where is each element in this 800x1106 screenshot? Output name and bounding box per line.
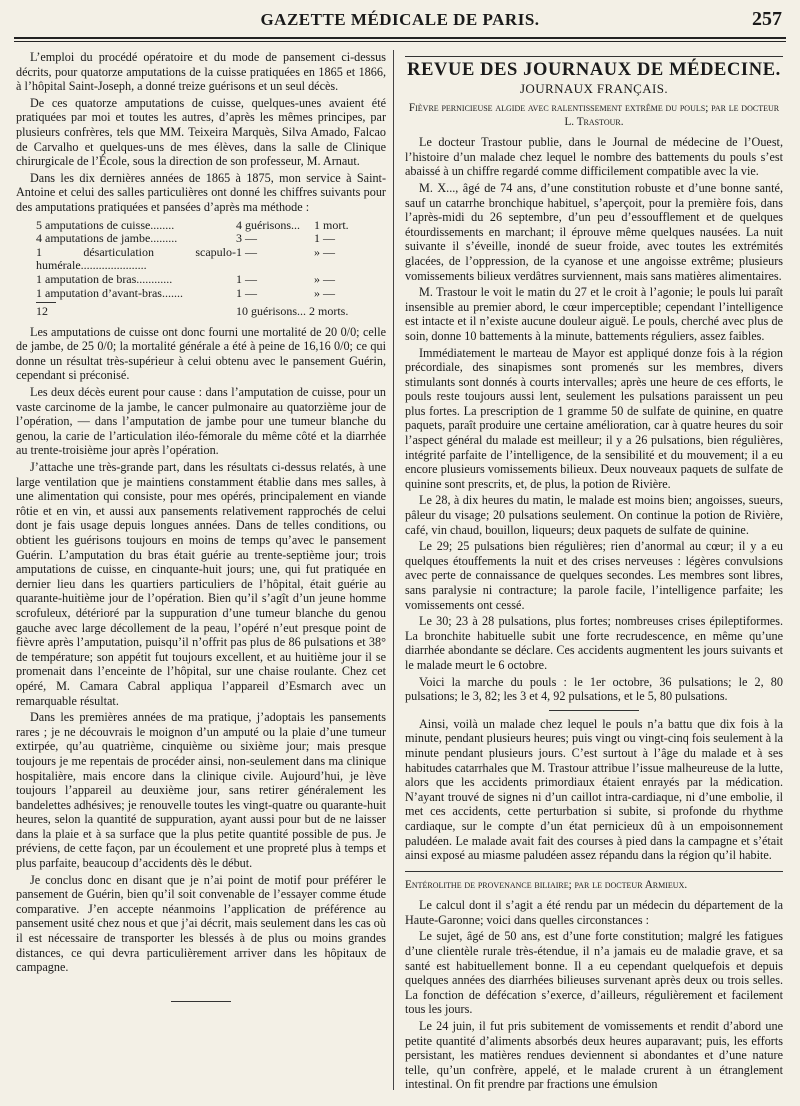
paragraph: L’emploi du procédé opératoire et du mode de pansement ci-dessus décrits, pour quatorze amputations de la cuisse pratiquées en 1865 et 1866, à l’hôpital Saint-Joseph, a donné treize guérisons et un seul décès.	[16, 50, 386, 94]
stats-label: 1 amputation de bras............	[36, 271, 173, 286]
article-heading: Fièvre pernicieuse algide avec ralentissement extrême du pouls; par le docteur L. Trastour.	[408, 102, 780, 128]
journal-title: GAZETTE MÉDICALE DE PARIS.	[260, 10, 540, 29]
amputation-stats-table	[36, 219, 386, 319]
stats-total-rule	[36, 302, 56, 303]
article-end-rule	[171, 1001, 231, 1002]
page-number: 257	[752, 8, 782, 30]
stats-dead: 1 —	[314, 231, 335, 246]
right-column	[405, 50, 783, 1094]
stats-cured: 1 —	[236, 244, 257, 259]
section-subtitle: JOURNAUX FRANÇAIS.	[519, 80, 669, 96]
article-heading: Entérolithe de provenance biliaire; par le docteur Armieux.	[405, 871, 783, 893]
paragraph: J’attache une très-grande part, dans les résultats ci-dessus relatés, à une large ventilation que je maintiens constamment établie dans mes salles, à une alimentation qui consiste, pour mes opérés, principalement en viande rôtie et en vin, et aussi aux pansements relativement rapprochés de celui dont je fais usage depuis longues années. Dans de telles conditions, ou obtient les guérisons toujours en moins de temps qu’avec le pansement Guérin. L’amputation du bras était guérie au trente-septième jour; trois amputations de cuisse, en cinquante-huit jours; une, qui fut pratiquée en dernier lieu dans les quartiers particuliers de l’hôpital, était guérie au quarante-huitième jour de l’opération. Bien qu’il s’agît d’un jeune homme scrofuleux, détérioré par la suppuration d’une tumeur blanche du genou gauche avec large décollement de la peau, l’opéré n’eut presque point de fièvre après l’amputation, puisqu’il n’offrit pas plus de 86 pulsations et 38° de température; son appétit fut toujours excellent, et au huitième jour il se promenait dans l’enceinte de l’hôpital, sur une chaise roulante. Chez cet opéré, M. Camara Cabral appliqua l’appareil d’Esmarch avec un remarquable résultat.	[16, 460, 386, 708]
stats-cured: 1 —	[236, 285, 257, 300]
stats-dead: » —	[314, 285, 335, 300]
header-rule-thin	[14, 41, 786, 42]
stats-cured: 4 guérisons...	[236, 217, 300, 232]
stats-cured: 1 —	[236, 271, 257, 286]
stats-cured: 3 —	[236, 231, 257, 246]
paragraph: Les amputations de cuisse ont donc fourni une mortalité de 20 0/0; celle de jambe, de 25 0/0; la mortalité générale a été à peine de 16,16 0/0; ce qui donne un résultat très-supérieur à celui obtenu avec le pansement Guérin, cependant si préconisé.	[16, 324, 386, 383]
stats-row	[36, 232, 386, 246]
page-header	[14, 8, 786, 34]
paragraph: Dans les premières années de ma pratique, j’adoptais les pansements rares ; je ne découvrais le moignon d’un amputé ou la plaie d’une tumeur extirpée, qu’au quatrième, cinquième ou sixième jour; mais presque toujours je me repentais de procéder ainsi, non-seulement dans ma clinique hospitalière, mais encore dans la clinique civile. Aujourd’hui, je lève toujours l’appareil au deuxième jour, sans retirer généralement les bandelettes adhésives; je renouvelle toutes les vingt-quatre ou quarante-huit heures, selon la quantité de suppuration, ayant aussi pour but de ne laisser dans la plaie et à sa surface que la plus petite quantité possible de pus. Je préviens, de cette façon, par un écoulement et une propreté plus à temps et plus parfaite, beaucoup d’accidents dès le début.	[16, 710, 386, 871]
column-divider	[393, 50, 394, 1090]
stats-total-count: 12	[36, 304, 48, 319]
stats-label: 1 amputation d’avant-bras.......	[36, 285, 183, 300]
paragraph: M. Trastour le voit le matin du 27 et le croit à l’agonie; le pouls lui paraît insensible au premier abord, le cœur imperceptible; cependant l’intelligence est intacte et il n’existe aucune douleur aiguë. Le pouls, cherché avec plus de soin, donne 10 battements à la minute, battements réguliers, assez faibles.	[405, 285, 783, 343]
paragraph: Ainsi, voilà un malade chez lequel le pouls n’a battu que dix fois à la minute, pendant plusieurs heures; puis vingt ou vingt-cinq fois seulement à la minute pendant plusieurs jours. C’est surtout à l’âge du malade et à ses habitudes catarrhales que M. Trastour attribue l’issue malheureuse de la lutte, alors que les accidents primordiaux étaient enrayés par la médication. N’ayant trouvé de signes ni d’un caillot intra-cardiaque, ni d’une embolie, il met ces accidents, cette perturbation si subite, si profonde du rhythme cardiaque, sur le compte d’un état pernicieux dû à un empoisonnement paludéen. Le malade avait fait des courses à pied dans la campagne et s’était ainsi exposé au miasme paludéen assez répandu dans la région qu’il habite.	[405, 716, 783, 863]
paragraph: Immédiatement le marteau de Mayor est appliqué donze fois à la région précordiale, des sinapismes sont promenés sur les membres, divers stimulants sont donnés à courts intervalles; après une heure de ces efforts, le pouls reste toujours aussi lent, seulement les pulsations paraissent un peu plus fortes. La prescription de 1 gramme 50 de sulfate de quinine, en quatre paquets, paraît produire une certaine amélioration, car à quatre heures du soir l’aspect général du malade est meilleur; il y a 26 pulsations, bien régulières, intégrité parfaite de l’intelligence, de la sensibilité et du mouvement; il a eu encore plusieurs vomissements bilieux. Deux nouveaux paquets de sulfate de quinine sont prescrits, et, de plus, la potion de Rivière.	[405, 345, 783, 491]
paragraph: Le docteur Trastour publie, dans le Journal de médecine de l’Ouest, l’histoire d’un malade chez lequel le nombre des battements du pouls s’est abaissé à un chiffre regardé comme difficilement compatible avec la vie.	[405, 135, 783, 179]
paragraph: M. X..., âgé de 74 ans, d’une constitution robuste et d’une bonne santé, sauf un catarrhe bronchique habituel, s’aperçoit, pour la première fois, dans l’après-midi du 26 septembre, d’un peu d’essoufflement et de quelques étourdissements en marchant; il éprouve même quelques nausées. La nuit suivante il s’éveille, inondé de sueur froide, avec toutes les extrémités glacées, de l’oppression, de la cyanose et une angoisse extrême; plusieurs vomissements bilieux verdâtres surviennent, mais sans matières alimentaires.	[405, 180, 783, 283]
stats-row	[36, 287, 386, 301]
stats-label: 1 désarticulation scapulo-humérale......................	[36, 244, 236, 273]
paragraph: De ces quatorze amputations de cuisse, quelques-unes avaient été pratiquées par moi et toutes les autres, d’après les mêmes principes, par plusieurs confrères, tels que MM. Teixeira Marquès, Silva Amado, Falcao de Carvalho et quelques-uns de mes élèves, dans la salle de Clinique chirurgicale de l’École, sous la direction de son professeur, M. Arnaut.	[16, 95, 386, 169]
paragraph: Le 24 juin, il fut pris subitement de vomissements et rendit d’abord une petite quantité d’aliments absorbés deux heures auparavant; puis, les efforts persistant, les matières rendues deviennent si abondantes et d’une nature telle, qu’un confrère, appelé, et le malade crurent à un étranglement intestinal. On fit prendre par fractions une émulsion	[405, 1019, 783, 1092]
paragraph: Le 28, à dix heures du matin, le malade est moins bien; angoisses, sueurs, pâleur du visage; 20 pulsations seulement. On continue la potion de Rivière, café, vin chaud, bouillon, liqueurs; deux paquets de sulfate de quinine.	[405, 493, 783, 537]
stats-total-row	[36, 305, 386, 319]
stats-row	[36, 273, 386, 287]
stats-label: 4 amputations de jambe.........	[36, 231, 178, 246]
stats-row	[36, 246, 386, 273]
paragraph: Voici la marche du pouls : le 1er octobre, 36 pulsations; le 2, 80 pulsations; le 3, 82; les 3 et 4, 92 pulsations, et le 5, 80 pulsations.	[405, 674, 783, 704]
stats-dead: 1 mort.	[314, 217, 349, 232]
section-rule	[549, 710, 639, 711]
paragraph: Le calcul dont il s’agit a été rendu par un médecin du département de la Haute-Garonne; voici dans quelles circonstances :	[405, 898, 783, 927]
paragraph: Je conclus donc en disant que je n’ai point de motif pour préférer le pansement de Guérin, bien qu’il soit convenable de l’essayer comme étude comparative. J’en accepte néanmoins l’application de préférence au pansement usité chez nous et que j’ai décrit, mais seulement dans les cas où il est nécessaire de transporter les blessés à de plus ou moins grandes distances, ce qui devra particulièrement arriver dans les hôpitaux de campagne.	[16, 872, 386, 975]
section-title: REVUE DES JOURNAUX DE MÉDECINE.	[405, 56, 783, 78]
paragraph: Dans les dix dernières années de 1865 à 1875, mon service à Saint-Antoine et celui des salles particulières ont donné les chiffres suivants pour des amputations pratiquées et pansées d’après ma méthode :	[16, 170, 386, 214]
stats-dead: » —	[314, 244, 335, 259]
paragraph: Le 30; 23 à 28 pulsations, plus fortes; nombreuses crises épileptiformes. La bronchite habituelle subit une forte recrudescence, en même qu’une diarrhée abondante se déclare. Ces accidents augmentent les jours suivants et le malade meurt le 6 octobre.	[405, 614, 783, 672]
left-column	[16, 50, 386, 1002]
paragraph: Le 29; 25 pulsations bien régulières; rien d’anormal au cœur; il y a eu quelques étouffements la nuit et des crises nerveuses : légères convulsions avec perte de connaissance de quelques secondes. Les membres sont libres, sans paralysie ni contracture; la parole facile, l’intelligence parfaite; les vomissements ont cessé.	[405, 539, 783, 612]
stats-dead: » —	[314, 271, 335, 286]
stats-row	[36, 219, 386, 233]
paragraph: Le sujet, âgé de 50 ans, est d’une forte constitution; malgré les fatigues d’une clientèle rurale très-étendue, il n’a jamais eu de maladie grave, et sa santé est habituellement bonne. Il a eu cependant quelquefois et depuis quelques années des diarrhées bilieuses survenant après deux ou trois selles. La fonction de défécation s’exerce, d’ailleurs, régulièrement et facilement tous les jours.	[405, 929, 783, 1017]
stats-label: 5 amputations de cuisse........	[36, 217, 175, 232]
paragraph: Les deux décès eurent pour cause : dans l’amputation de cuisse, pour un vaste carcinome de la jambe, le cancer pulmonaire au quatorzième jour de l’opération, — dans l’amputation de jambe pour une tumeur blanche du genou, la carie de l’articulation iléo-fémorale du même côté et la diarrhée au trente-troisième jour après l’opération.	[16, 385, 386, 458]
header-rule	[14, 37, 786, 39]
stats-total-value: 10 guérisons... 2 morts.	[236, 304, 349, 319]
